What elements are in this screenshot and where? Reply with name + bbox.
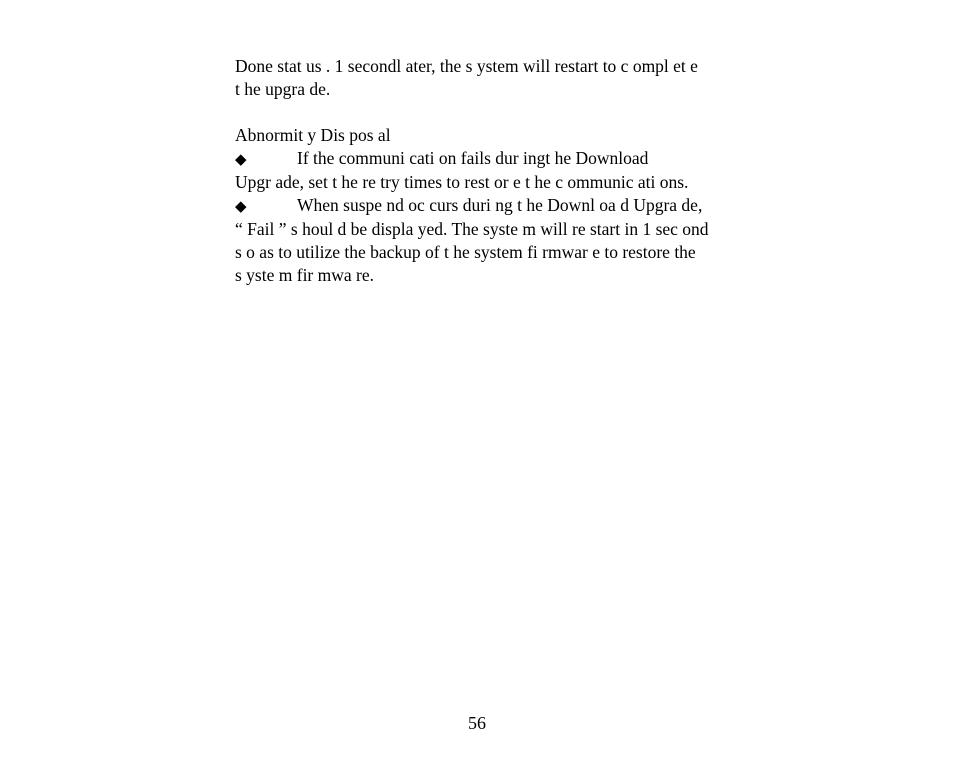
bullet-2-line-3: s o as to utilize the backup of t he system fi rmwar e to restore the xyxy=(235,242,696,262)
intro-line-2: t he upgra de. xyxy=(235,79,331,99)
diamond-bullet-icon: ◆ xyxy=(235,197,247,215)
intro-line-1: Done stat us . 1 secondl ater, the s ystem will restart to c ompl et e xyxy=(235,56,698,76)
paragraph-spacer xyxy=(235,101,725,124)
page-content xyxy=(235,55,725,287)
bullet-1-continuation: Upgr ade, set t he re try times to rest or e t he c ommunic ati ons. xyxy=(235,172,689,192)
bullet-2-line-4: s yste m fir mwa re. xyxy=(235,265,374,285)
bullet-item-1 xyxy=(235,147,725,171)
bullet-2-line-2: “ Fail ” s houl d be displa yed. The syste m will re start in 1 sec ond xyxy=(235,219,709,239)
section-heading: Abnormit y Dis pos al xyxy=(235,125,391,145)
page-number: 56 xyxy=(468,713,486,733)
bullet-2-first-line: When suspe nd oc curs duri ng t he Downl oa d Upgra de, xyxy=(297,195,703,215)
bullet-item-2 xyxy=(235,194,725,218)
diamond-bullet-icon: ◆ xyxy=(235,150,247,168)
bullet-1-first-line: If the communi cati on fails dur ingt he Download xyxy=(297,148,649,168)
